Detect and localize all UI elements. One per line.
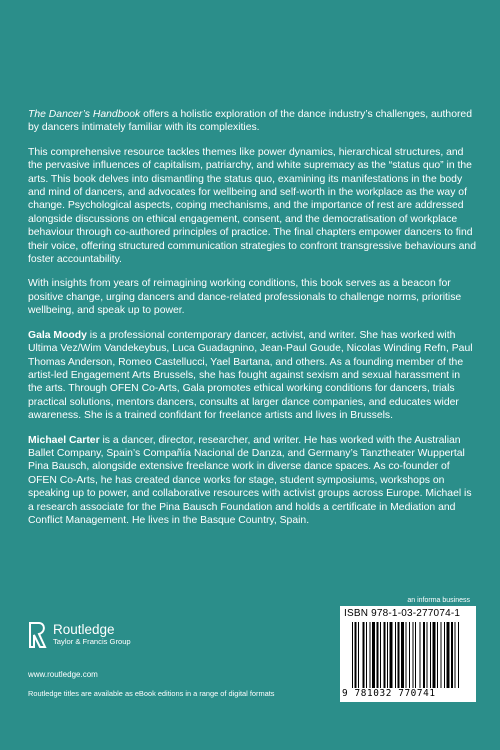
author-bio-text-1: is a professional contemporary dancer, activist, and writer. She has worked with Ultima Vez/Wim Vandekeybus, Luca Guadagnino, Jean-Paul Goude, Nicolas Winding Refn, Paul Thomas Anderson, Romeo Castellucci, Yael Bartana, and others. As a founding member of the artist-led Engagement Arts Brussels, she has fought against sexism and sexual harassment in the arts. Through OFEN Co-Arts, Gala promotes ethical working conditions for dancers, trials practical solutions, mentors dancers, consults at larger dance companies, and educates wider awareness. She is a trained confidant for freelance artists and lives in Brussels.: [28, 329, 473, 422]
barcode-digits: 9 781032 770741: [342, 688, 436, 699]
book-title: The Dancer’s Handbook: [28, 109, 141, 120]
publisher-group: Taylor & Francis Group: [53, 637, 131, 646]
routledge-logo-icon: [28, 622, 48, 648]
publisher-name: Routledge: [53, 622, 115, 637]
blurb-paragraph-1-text: offers a holistic exploration of the dance industry’s challenges, authored by dancers intimately familiar with its complexities.: [28, 109, 472, 134]
author-name-2: Michael Carter: [28, 434, 100, 446]
publisher-website: www.routledge.com: [28, 670, 98, 679]
blurb-paragraph-3: With insights from years of reimagining working conditions, this book serves as a beacon for positive change, urging dancers and dance-related professionals to challenge norms, prioritise wellbeing, and speak up to power.: [28, 278, 462, 317]
author-bio-2: [28, 434, 476, 528]
back-cover-text: [28, 108, 476, 527]
author-name-1: Gala Moody: [28, 329, 87, 341]
informa-tagline: an informa business: [407, 597, 470, 604]
author-bio-1: [28, 329, 476, 423]
isbn-barcode-box: [340, 606, 476, 702]
blurb-paragraph-2: This comprehensive resource tackles themes like power dynamics, hierarchical structures, and the pervasive influences of capitalism, patriarchy, and white supremacy as the “status quo” in the arts. This book delves into dismantling the status quo, examining its manifestations in the body and mind of dancers, and advocates for wellbeing and self-worth in the workplace as the way of change. Psychological aspects, coping mechanisms, and the importance of rest are addressed alongside discussions on ethical engagement, consent, and the democratisation of workplace behaviour through co-authored principles of practice. The final chapters empower dancers to find their voice, offering structured communication strategies to confront transgressive behaviours and foster accountability.: [28, 146, 476, 266]
blurb-paragraph-1: [28, 108, 476, 135]
ebook-footnote: Routledge titles are available as eBook editions in a range of digital formats: [28, 689, 275, 698]
barcode-icon: [352, 622, 468, 688]
publisher-logo: [28, 622, 131, 648]
isbn-label: ISBN 978-1-03-277074-1: [344, 608, 461, 619]
author-bio-text-2: is a dancer, director, researcher, and writer. He has worked with the Australian Ballet Company, Spain’s Compañía Nacional de Danza, and Germany’s Tanztheater Wuppertal Pina Bausch, alongside extensive freelance work in diverse dance spaces. As co-founder of OFEN Co-Arts, he has created dance works for stage, student symposiums, workshops on speaking up to power, and collaborative resources with activist groups across Europe. Michael is a research associate for the Pina Bausch Foundation and holds a certificate in Mediation and Conflict Management. He lives in the Basque Country, Spain.: [28, 434, 472, 526]
